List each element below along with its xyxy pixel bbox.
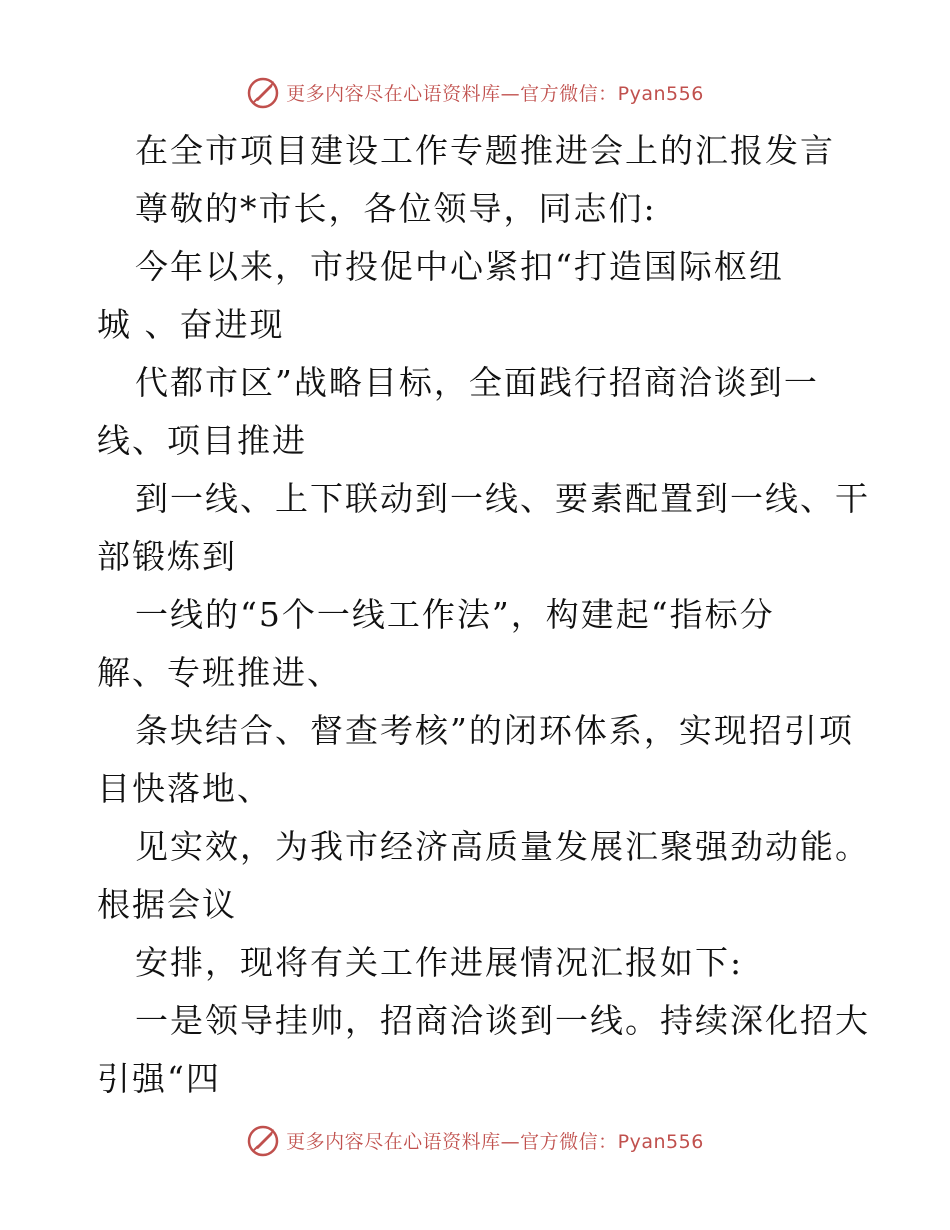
text-line: 尊敬的*市长，各位领导，同志们: xyxy=(135,189,657,228)
footer-banner xyxy=(0,1120,950,1160)
quill-logo-icon xyxy=(246,75,280,109)
text-line: 条块结合、督查考核”的闭环体系，实现招引项 xyxy=(135,711,854,750)
text-line: 一线的“5个一线工作法”，构建起“指标分 xyxy=(135,595,775,634)
text-line: 到一线、上下联动到一线、要素配置到一线、干 xyxy=(135,479,870,518)
text-line: 目快落地、 xyxy=(97,769,272,808)
text-line: 安排，现将有关工作进展情况汇报如下: xyxy=(135,943,744,982)
text-line: 见实效，为我市经济高质量发展汇聚强劲动能。 xyxy=(135,827,870,866)
text-line: 城 、奋进现 xyxy=(97,305,285,344)
banner-text: 更多内容尽在心语资料库—官方微信：Pyan556 xyxy=(286,1130,704,1153)
text-line: 一是领导挂帅，招商洽谈到一线。持续深化招大 xyxy=(135,1001,870,1040)
header-banner xyxy=(0,72,950,112)
text-line: 根据会议 xyxy=(97,885,237,924)
document-body xyxy=(97,122,870,1108)
text-line: 解、专班推进、 xyxy=(97,653,342,692)
quill-logo-icon xyxy=(246,1123,280,1157)
text-line: 部锻炼到 xyxy=(97,537,237,576)
text-line: 在全市项目建设工作专题推进会上的汇报发言 xyxy=(135,131,835,170)
text-line: 引强“四 xyxy=(97,1059,221,1098)
text-line: 今年以来，市投促中心紧扣“打造国际枢纽 xyxy=(135,247,784,286)
text-line: 线、项目推进 xyxy=(97,421,307,460)
text-line: 代都市区”战略目标，全面践行招商洽谈到一 xyxy=(135,363,819,402)
banner-text: 更多内容尽在心语资料库—官方微信：Pyan556 xyxy=(286,82,704,105)
